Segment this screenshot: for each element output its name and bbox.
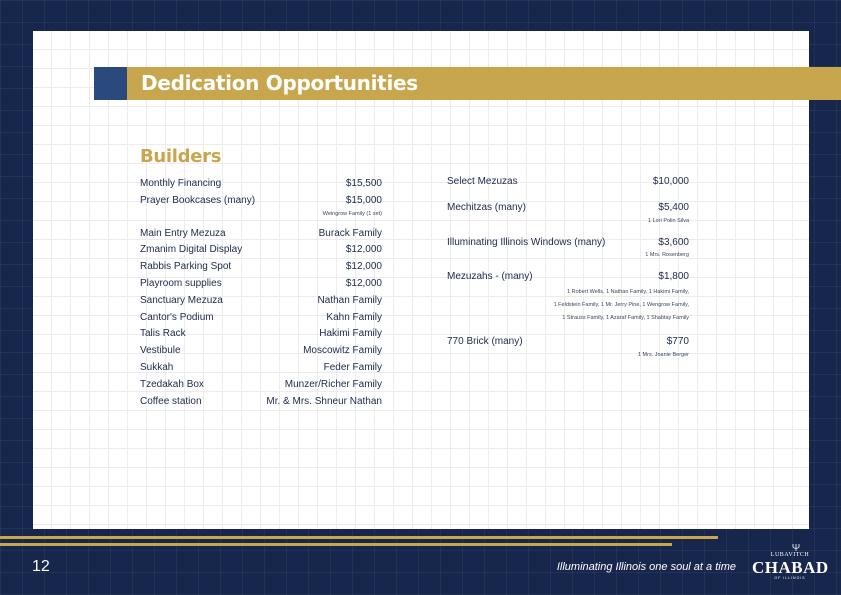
list-item — [140, 176, 382, 193]
right-column — [447, 174, 689, 360]
item-name: Mezuzahs - (many) — [447, 271, 533, 283]
list-item — [140, 310, 382, 327]
list-item — [140, 360, 382, 377]
item-name: Rabbis Parking Spot — [140, 261, 232, 273]
list-item — [140, 242, 382, 259]
item-name: Tzedakah Box — [140, 378, 204, 390]
item-name: Vestibule — [140, 345, 181, 357]
menorah-icon — [792, 543, 800, 551]
list-item — [140, 193, 382, 210]
item-name: 770 Brick (many) — [447, 336, 523, 348]
item-note: Weingrow Family (1 set) — [322, 210, 382, 217]
item-value: $3,600 — [658, 236, 689, 248]
tagline: Illuminating Illinois one soul at a time — [556, 561, 736, 573]
item-name: Coffee station — [140, 395, 202, 407]
item-note: 1 Robert Wells, 1 Nathan Family, 1 Hakimi Family, — [567, 289, 689, 296]
logo-top-text: LUBAVITCH — [770, 552, 810, 558]
item-value: Hakimi Family — [319, 328, 382, 340]
item-value: $15,000 — [345, 194, 382, 206]
item-value: $12,000 — [345, 277, 382, 289]
title-banner-accent — [94, 67, 127, 100]
list-item — [140, 394, 382, 411]
footer-stripe — [0, 543, 672, 546]
logo-sub-text: OF ILLINOIS — [774, 576, 806, 580]
item-name: Talis Rack — [140, 328, 186, 340]
item-name: Monthly Financing — [140, 178, 222, 189]
list-item — [140, 326, 382, 343]
logo-main-text: CHABAD — [752, 558, 829, 577]
item-value: $10,000 — [652, 176, 689, 187]
list-item — [140, 259, 382, 276]
item-value: $1,800 — [658, 271, 689, 283]
item-value: Munzer/Richer Family — [284, 378, 382, 390]
item-value: Kahn Family — [326, 311, 382, 323]
item-name: Zmanim Digital Display — [140, 244, 243, 256]
item-note: 1 Strauss Family, 1 Azaraf Family, 1 Shabtay Family — [562, 315, 689, 322]
item-value: $12,000 — [345, 244, 382, 256]
item-name: Illuminating Illinois Windows (many) — [447, 236, 606, 248]
page-number: 12 — [32, 558, 50, 575]
list-item — [140, 226, 382, 243]
item-name: Playroom supplies — [140, 277, 222, 289]
list-item — [447, 235, 689, 252]
footer-stripe — [0, 536, 718, 539]
item-value: $5,400 — [658, 201, 689, 213]
item-name: Select Mezuzas — [447, 176, 518, 187]
item-note: 1 Lori Polin Silva — [648, 217, 689, 224]
item-value: Nathan Family — [317, 294, 382, 306]
list-item — [140, 377, 382, 394]
list-item — [140, 343, 382, 360]
list-item — [447, 174, 689, 191]
item-note: 1 Mrs. Joanie Berger — [637, 351, 689, 358]
item-name: Prayer Bookcases (many) — [140, 194, 256, 206]
list-item — [140, 293, 382, 310]
item-value: $12,000 — [345, 261, 382, 273]
list-item — [140, 276, 382, 293]
item-name: Mechitzas (many) — [447, 201, 526, 213]
item-value: Moscowitz Family — [303, 345, 382, 357]
section-title: Builders — [140, 146, 222, 167]
chabad-logo — [752, 547, 828, 579]
item-name: Cantor's Podium — [140, 311, 214, 323]
list-item — [447, 269, 689, 286]
item-name: Sukkah — [140, 361, 174, 373]
item-name: Sanctuary Mezuza — [140, 294, 223, 306]
item-note: 1 Feldstein Family, 1 Mr. Jerry Pine, 1 Wengrow Family, — [553, 302, 689, 309]
item-name: Main Entry Mezuza — [140, 227, 226, 239]
item-value: Feder Family — [323, 361, 382, 373]
page-title: Dedication Opportunities — [141, 71, 418, 95]
item-value: $15,500 — [345, 178, 382, 189]
item-value: Burack Family — [318, 227, 382, 239]
item-note: 1 Mrs. Rosenberg — [645, 252, 689, 259]
list-item — [447, 200, 689, 217]
left-column — [140, 176, 382, 410]
list-item — [447, 334, 689, 351]
item-value: $770 — [666, 336, 689, 348]
item-value: Mr. & Mrs. Shneur Nathan — [266, 395, 382, 407]
